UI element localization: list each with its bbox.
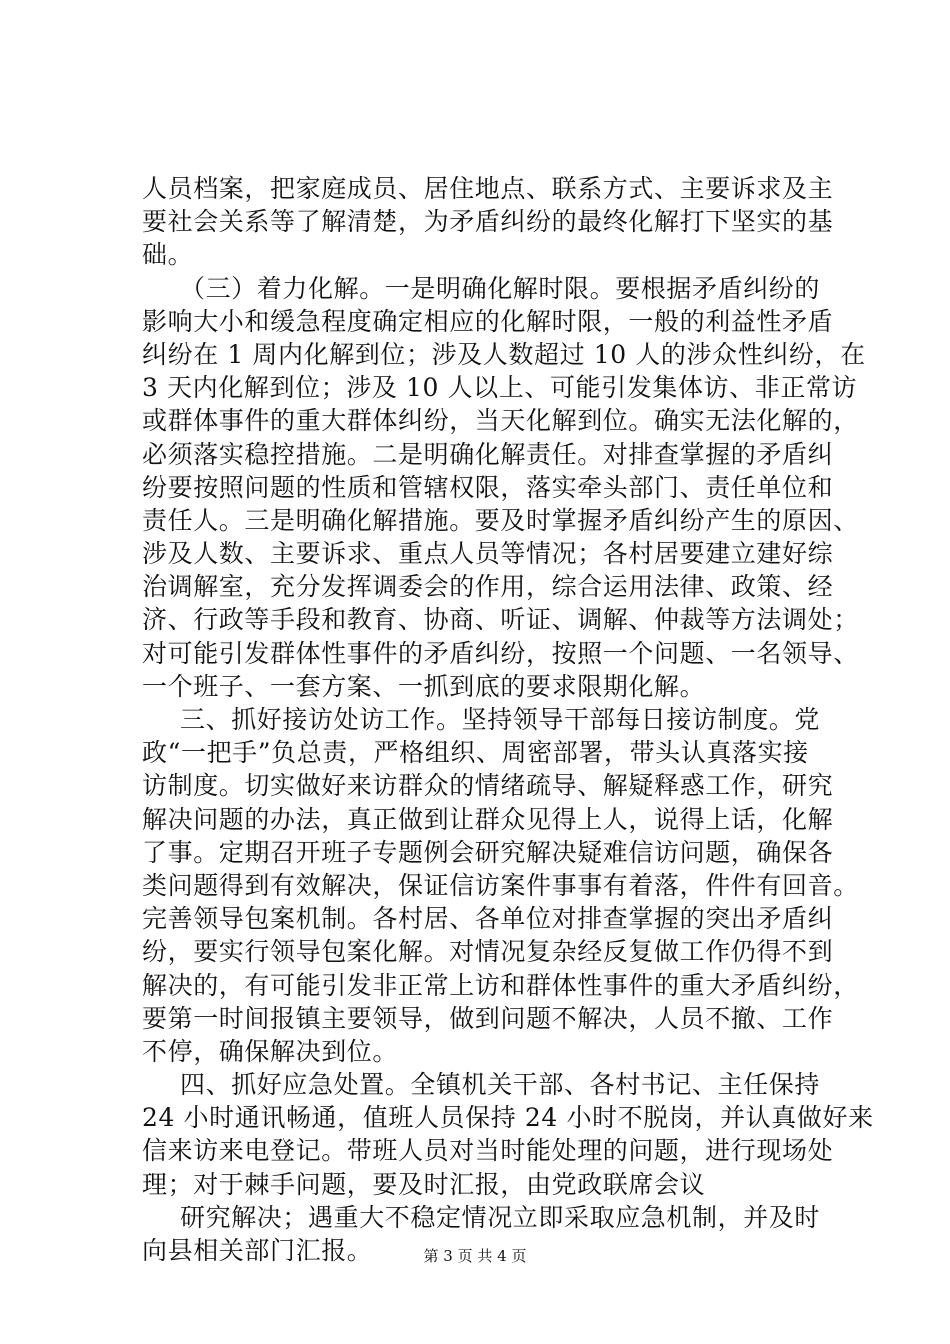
- text-line: 影响大小和缓急程度确定相应的化解时限，一般的利益性矛盾: [142, 306, 834, 336]
- text-line: 解决问题的办法，真正做到让群众见得上人，说得上话，化解: [142, 804, 834, 834]
- text-line: 24 小时通讯畅通，值班人员保持 24 小时不脱岗，并认真做好来: [142, 1103, 874, 1133]
- text-line: 访制度。切实做好来访群众的情绪疏导、解疑释惑工作，研究: [142, 771, 834, 801]
- text-line: 类问题得到有效解决，保证信访案件事事有着落，件件有回音。: [142, 870, 859, 900]
- text-line: 三、抓好接访处访工作。坚持领导干部每日接访制度。党: [180, 705, 821, 734]
- text-line: （三）着力化解。一是明确化解时限。要根据矛盾纠纷的: [180, 273, 821, 303]
- text-line: 济、行政等手段和教育、协商、听证、调解、仲裁等方法调处；: [142, 605, 859, 635]
- text-line: 3 天内化解到位；涉及 10 人以上、可能引发集体访、非正常访: [142, 373, 858, 403]
- text-line: 人员档案，把家庭成员、居住地点、联系方式、主要诉求及主: [142, 174, 834, 203]
- text-line: 信来访来电登记。带班人员对当时能处理的问题，进行现场处: [142, 1136, 834, 1166]
- text-line: 政“一把手”负总责，严格组织、周密部署，带头认真落实接: [142, 738, 809, 768]
- text-line: 一个班子、一套方案、一抓到底的要求限期化解。: [142, 671, 706, 701]
- text-line: 研究解决；遇重大不稳定情况立即采取应急机制，并及时: [180, 1202, 821, 1232]
- text-line: 要社会关系等了解清楚，为矛盾纠纷的最终化解打下坚实的基: [142, 207, 834, 237]
- document-body: [142, 172, 874, 1267]
- text-line: 纠纷在 1 周内化解到位；涉及人数超过 10 人的涉众性纠纷，在: [142, 339, 866, 369]
- text-line: 解决的，有可能引发非正常上访和群体性事件的重大矛盾纠纷，: [142, 970, 859, 1000]
- text-line: 了事。定期召开班子专题例会研究解决疑难信访问题，确保各: [142, 837, 834, 867]
- text-line: 对可能引发群体性事件的矛盾纠纷，按照一个问题、一名领导、: [142, 638, 859, 668]
- text-line: 纷要按照问题的性质和管辖权限，落实牵头部门、责任单位和: [142, 472, 834, 502]
- text-line: 向县相关部门汇报。: [142, 1236, 373, 1265]
- page-footer: 第 3 页 共 4 页: [423, 1247, 527, 1265]
- text-line: 必须落实稳控措施。二是明确化解责任。对排查掌握的矛盾纠: [142, 439, 834, 469]
- text-line: 纷，要实行领导包案化解。对情况复杂经反复做工作仍得不到: [142, 937, 834, 967]
- text-line: 要第一时间报镇主要领导，做到问题不解决，人员不撤、工作: [142, 1003, 834, 1033]
- text-line: 治调解室，充分发挥调委会的作用，综合运用法律、政策、经: [142, 572, 834, 602]
- text-line: 四、抓好应急处置。全镇机关干部、各村书记、主任保持: [180, 1070, 821, 1100]
- text-line: 或群体事件的重大群体纠纷，当天化解到位。确实无法化解的，: [142, 406, 859, 436]
- text-line: 理；对于棘手问题，要及时汇报，由党政联席会议: [142, 1169, 706, 1199]
- text-line: 完善领导包案机制。各村居、各单位对排查掌握的突出矛盾纠: [142, 904, 834, 934]
- text-line: 础。: [142, 240, 194, 270]
- text-line: 不停，确保解决到位。: [142, 1036, 399, 1066]
- text-line: 涉及人数、主要诉求、重点人员等情况；各村居要建立建好综: [142, 539, 834, 569]
- text-line: 责任人。三是明确化解措施。要及时掌握矛盾纠纷产生的原因、: [142, 505, 859, 535]
